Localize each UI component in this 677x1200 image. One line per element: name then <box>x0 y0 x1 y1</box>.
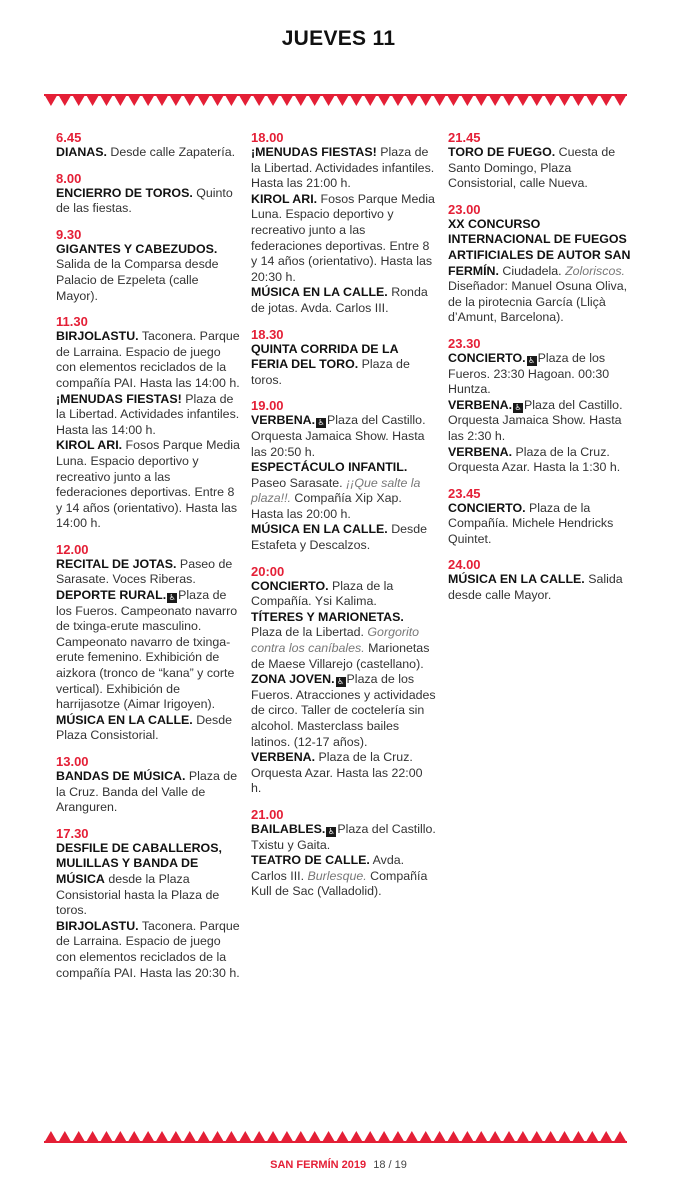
event-detail: Desde Plaza Consistorial. <box>56 712 233 743</box>
time-block <box>56 171 241 217</box>
event-time: 8.00 <box>56 170 82 186</box>
event-title: TORO DE FUEGO. <box>448 145 556 159</box>
wheelchair-accessible-icon: ♿ <box>317 418 325 428</box>
event-title: TÍTERES Y MARIONETAS. <box>251 609 404 624</box>
event-detail: Plaza de los Fueros. 23:30 Hagoan. 00:30 Huntza. <box>448 350 610 397</box>
event-title: VERBENA. <box>448 444 513 459</box>
event-detail: Cuesta de Santo Domingo, Plaza Consistorial, calle Nueva. <box>448 145 616 191</box>
event-entry <box>251 853 436 900</box>
event-detail: Fosos Parque Media Luna. Espacio deportivo y recreativo junto a las federaciones deportivas. Entre 8 y 14 años (orientativo). Hasta las 20:30 h. <box>251 191 435 284</box>
time-block <box>251 564 436 797</box>
event-title: MÚSICA EN LA CALLE. <box>251 285 388 300</box>
event-title: CONCIERTO. <box>448 350 526 365</box>
time-block <box>448 336 633 476</box>
event-entry <box>56 713 241 744</box>
event-title: MÚSICA EN LA CALLE. <box>251 522 388 537</box>
event-detail: Plaza de los Fueros. Campeonato navarro de txinga-erute masculino. Campeonato navarro de txinga-erute femenino. Exhibición de aizkora (tronco de “kana” y corte vertical). Exhibición de harrijasotze (Aimar Irigoyen). <box>56 588 238 712</box>
event-entry <box>251 822 436 853</box>
event-title: ¡MENUDAS FIESTAS! <box>251 145 377 159</box>
event-entry <box>56 329 241 391</box>
event-title: DESFILE DE CABALLEROS, MULILLAS Y BANDA DE MÚSICA <box>56 840 222 886</box>
event-detail: desde la Plaza Consistorial hasta la Plaza de toros. <box>56 871 220 918</box>
time-block <box>56 754 241 816</box>
event-detail: Plaza de la Libertad. Actividades infantiles. Hasta las 21:00 h. <box>251 145 435 191</box>
wheelchair-accessible-icon: ♿ <box>168 593 176 603</box>
event-time: 23.45 <box>448 485 481 501</box>
event-show-title: Zoloriscos. <box>565 263 625 278</box>
event-entry <box>251 192 436 286</box>
event-time: 20:00 <box>251 563 285 579</box>
event-detail: Plaza de toros. <box>251 357 410 387</box>
event-detail: Taconera. Parque de Larraina. Espacio de juego con elementos reciclados de la compañía PAI. Hasta las 20:30 h. <box>56 918 240 980</box>
wheelchair-accessible-icon: ♿ <box>336 677 345 687</box>
event-title: ¡MENUDAS FIESTAS! <box>56 391 182 406</box>
event-title: VERBENA. <box>448 397 513 412</box>
event-detail: Plaza del Castillo. Orquesta Jamaica Show. Hasta las 20:50 h. <box>251 413 426 459</box>
event-time: 12.00 <box>56 541 89 557</box>
event-entry <box>251 145 436 192</box>
event-entry <box>251 610 436 672</box>
event-title: TEATRO DE CALLE. <box>251 853 370 868</box>
wheelchair-accessible-icon: ♿ <box>514 402 522 412</box>
time-block <box>448 557 633 603</box>
event-entry <box>251 750 436 797</box>
event-entry <box>448 501 633 548</box>
event-entry <box>448 217 633 326</box>
time-block <box>251 807 436 900</box>
event-detail: Ciudadela. <box>498 263 566 278</box>
time-block <box>56 130 241 161</box>
event-title: ESPECTÁCULO INFANTIL. <box>251 460 408 475</box>
event-detail: Plaza de la Compañía. Ysi Kalima. <box>251 578 394 609</box>
event-entry <box>56 145 241 161</box>
event-title: BIRJOLASTU. <box>56 329 139 344</box>
schedule-column-2 <box>251 130 436 910</box>
decorative-border-top <box>44 94 627 107</box>
event-detail: Plaza de la Libertad. <box>251 625 368 640</box>
event-title: ENCIERRO DE TOROS. <box>56 185 193 200</box>
wheelchair-accessible-icon: ♿ <box>527 355 536 365</box>
event-title: BIRJOLASTU. <box>56 918 139 933</box>
event-entry <box>448 145 633 192</box>
event-entry <box>56 841 241 919</box>
page-title: JUEVES 11 <box>281 27 396 50</box>
event-title: CONCIERTO. <box>448 500 526 515</box>
event-detail: Plaza de la Cruz. Orquesta Azar. Hasta la 1:30 h. <box>448 444 621 475</box>
event-detail: Salida desde calle Mayor. <box>448 572 623 603</box>
schedule-column-3 <box>448 130 633 614</box>
time-block <box>448 486 633 548</box>
event-entry <box>251 285 436 316</box>
event-entry <box>251 460 436 522</box>
time-block <box>251 327 436 389</box>
event-show-title: Burlesque. <box>307 868 367 883</box>
event-detail: Quinto de las fiestas. <box>56 185 233 216</box>
event-detail: Desde Estafeta y Descalzos. <box>251 522 428 553</box>
time-block <box>251 130 436 317</box>
event-entry <box>56 438 241 532</box>
decorative-border-bottom <box>44 1130 627 1143</box>
schedule-column-1 <box>56 130 241 991</box>
event-title: VERBENA. <box>251 750 316 765</box>
event-title: MÚSICA EN LA CALLE. <box>448 572 585 587</box>
event-detail: Compañía Kull de Sac (Valladolid). <box>251 868 428 899</box>
event-title: XX CONCURSO INTERNACIONAL DE FUEGOS ARTIFICIALES DE AUTOR SAN FERMÍN. <box>448 216 631 278</box>
event-entry <box>56 186 241 217</box>
event-title: CONCIERTO. <box>251 578 329 593</box>
event-detail: Paseo Sarasate. <box>251 475 347 490</box>
event-entry <box>56 919 241 981</box>
time-block <box>56 826 241 981</box>
event-time: 19.00 <box>251 398 284 414</box>
event-entry <box>448 398 633 445</box>
event-time: 21.45 <box>448 130 481 145</box>
event-detail: Salida de la Comparsa desde Palacio de Ezpeleta (calle Mayor). <box>56 257 219 303</box>
event-time: 18.00 <box>251 130 284 145</box>
time-block <box>448 202 633 326</box>
event-detail: Plaza de la Cruz. Banda del Valle de Aranguren. <box>56 769 238 815</box>
event-show-title: Gorgorito contra los caníbales. <box>251 625 420 656</box>
page-number: 18 / 19 <box>373 1159 407 1171</box>
event-detail: Avda. Carlos III. <box>251 853 405 883</box>
event-title: KIROL ARI. <box>251 191 318 206</box>
event-time: 23.30 <box>448 335 481 351</box>
event-time: 11.30 <box>56 314 88 330</box>
page-footer <box>0 1159 677 1171</box>
time-block <box>56 542 241 744</box>
event-entry <box>448 445 633 476</box>
event-entry <box>251 672 436 750</box>
event-entry <box>56 242 241 304</box>
event-time: 13.00 <box>56 754 89 769</box>
event-entry <box>56 392 241 439</box>
event-title: DIANAS. <box>56 145 107 159</box>
event-time: 9.30 <box>56 226 82 242</box>
event-title: QUINTA CORRIDA DE LA FERIA DEL TORO. <box>251 341 399 372</box>
event-time: 21.00 <box>251 806 284 822</box>
event-title: MÚSICA EN LA CALLE. <box>56 712 193 727</box>
event-entry <box>251 522 436 553</box>
event-time: 24.00 <box>448 557 481 573</box>
event-detail: Paseo de Sarasate. Voces Riberas. <box>56 556 233 587</box>
event-detail: Plaza de la Compañía. Michele Hendricks Quintet. <box>448 500 614 546</box>
event-entry <box>251 413 436 460</box>
event-entry <box>56 769 241 816</box>
event-detail: Diseñador: Manuel Osuna Oliva, de la pirotecnia García (Lliçà d’Amunt, Barcelona). <box>448 279 628 325</box>
event-time: 18.30 <box>251 326 284 342</box>
time-block <box>56 314 241 532</box>
event-detail: Plaza de la Cruz. Orquesta Azar. Hasta las 22:00 h. <box>251 750 423 796</box>
event-entry <box>251 579 436 610</box>
event-detail: Plaza del Castillo. Txistu y Gaita. <box>251 821 436 852</box>
event-detail: Ronda de jotas. Avda. Carlos III. <box>251 285 428 315</box>
event-show-title: ¡¡Que salte la plaza!!. <box>251 475 421 506</box>
event-time: 17.30 <box>56 825 89 841</box>
event-entry <box>448 572 633 603</box>
event-title: VERBENA. <box>251 413 316 428</box>
event-title: ZONA JOVEN. <box>251 672 335 687</box>
wheelchair-accessible-icon: ♿ <box>327 826 335 836</box>
event-title: DEPORTE RURAL. <box>56 588 167 603</box>
event-detail: Plaza de la Libertad. Actividades infantiles. Hasta las 14:00 h. <box>56 391 240 437</box>
event-title: BANDAS DE MÚSICA. <box>56 769 186 783</box>
event-entry <box>251 342 436 389</box>
event-title: KIROL ARI. <box>56 438 123 453</box>
event-detail: Desde calle Zapatería. <box>106 145 236 159</box>
event-detail: Marionetas de Maese Villarejo (castellano). <box>251 641 430 671</box>
event-entry <box>56 557 241 588</box>
time-block <box>56 227 241 304</box>
event-time: 6.45 <box>56 130 82 145</box>
event-time: 23.00 <box>448 201 481 217</box>
event-title: GIGANTES Y CABEZUDOS. <box>56 241 218 256</box>
event-title: BAILABLES. <box>251 821 326 836</box>
event-title: RECITAL DE JOTAS. <box>56 556 177 571</box>
event-entry <box>56 588 241 713</box>
time-block <box>448 130 633 192</box>
event-detail: Plaza de los Fueros. Atracciones y actividades de circo. Taller de coctelería sin alcohol. Masterclass bailes latinos. (12-17 años). <box>251 672 436 749</box>
time-block <box>251 398 436 553</box>
event-detail: Fosos Parque Media Luna. Espacio deportivo y recreativo junto a las federaciones deportivas. Entre 8 y 14 años (orientativo). Hasta las 14:00 h. <box>56 438 240 531</box>
footer-brand: SAN FERMÍN 2019 <box>270 1159 367 1171</box>
event-detail: Compañía Xip Xap. Hasta las 20:00 h. <box>251 491 402 521</box>
event-detail: Taconera. Parque de Larraina. Espacio de juego con elementos reciclados de la compañía PAI. Hasta las 14:00 h. <box>56 329 240 390</box>
event-entry <box>448 351 633 398</box>
event-detail: Plaza del Castillo. Orquesta Jamaica Show. Hasta las 2:30 h. <box>448 397 623 443</box>
